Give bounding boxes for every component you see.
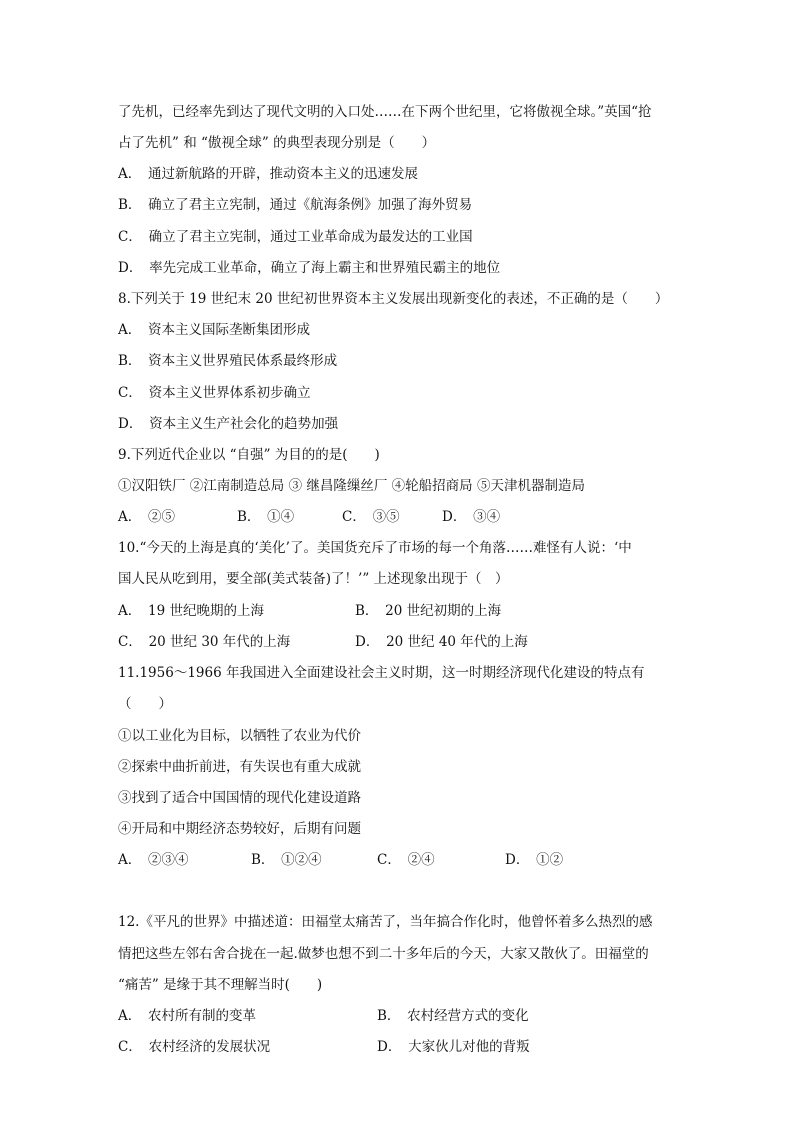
question-12-stem-line-3: “痛苦” 是缘于其不理解当时( ): [118, 977, 323, 993]
question-12-stem-line-1: 12.《平凡的世界》中描述道：田福堂太痛苦了，当年搞合作化时，他曾怀着多么热烈的感: [118, 914, 653, 930]
question-10-stem-line-1: 10.“今天的上海是真的‘美化’了。美国货充斥了市场的每一个角落……难怪有人说：‘中: [118, 540, 632, 556]
question-9-option-d: D． ③④: [442, 509, 501, 525]
question-7-stem-line-2: 占了先机” 和 “傲视全球” 的典型表现分别是（ ）: [118, 135, 436, 151]
question-9-option-b: B． ①④: [237, 509, 295, 525]
question-8-option-c: C． 资本主义世界体系初步确立: [118, 385, 311, 401]
question-12-option-a: A． 农村所有制的变革: [118, 1008, 256, 1024]
question-8-option-b: B． 资本主义世界殖民体系最终形成: [118, 353, 338, 369]
question-11-stem: 11.1956～1966 年我国进入全面建设社会主义时期，这一时期经济现代化建设的特点有: [118, 665, 645, 681]
question-10-option-a: A． 19 世纪晚期的上海: [118, 603, 264, 619]
question-10-option-b: B． 20 世纪初期的上海: [355, 603, 502, 619]
question-11-item-3: ③找到了适合中国国情的现代化建设道路: [118, 790, 361, 806]
question-11-option-d: D． ①②: [505, 852, 564, 868]
question-8-stem: 8.下列关于 19 世纪末 20 世纪初世界资本主义发展出现新变化的表述，不正确的是（ ）: [118, 291, 669, 307]
question-10-stem-line-2: 国人民从吃到用，要全部(美式装备)了！’” 上述现象出现于（ ）: [118, 571, 509, 587]
question-9-option-a: A． ②⑤: [118, 509, 175, 525]
question-7-option-b: B． 确立了君主立宪制，通过《航海条例》加强了海外贸易: [118, 197, 473, 213]
question-8-option-a: A． 资本主义国际垄断集团形成: [118, 322, 310, 338]
question-11-option-a: A． ②③④: [118, 852, 189, 868]
question-10-option-d: D． 20 世纪 40 年代的上海: [355, 634, 528, 650]
question-11-option-c: C． ②④: [377, 852, 435, 868]
question-7-stem-line-1: 了先机，已经率先到达了现代文明的入口处……在下两个世纪里，它将傲视全球。”英国“抢: [118, 104, 652, 120]
question-11-option-b: B． ①②④: [251, 852, 322, 868]
question-11-item-2: ②探索中曲折前进，有失误也有重大成就: [118, 759, 361, 775]
question-11-answer-bracket: （ ）: [118, 696, 172, 712]
question-11-item-4: ④开局和中期经济态势较好，后期有问题: [118, 821, 361, 837]
question-9-stem: 9.下列近代企业以 “自强” 为目的的是( ): [118, 447, 380, 463]
question-12-option-d: D． 大家伙儿对他的背叛: [377, 1039, 530, 1055]
question-11-item-1: ①以工业化为目标，以牺牲了农业为代价: [118, 728, 361, 744]
question-7-option-a: A． 通过新航路的开辟，推动资本主义的迅速发展: [118, 166, 418, 182]
question-10-option-c: C． 20 世纪 30 年代的上海: [118, 634, 291, 650]
question-12-option-b: B． 农村经营方式的变化: [377, 1008, 529, 1024]
question-8-option-d: D． 资本主义生产社会化的趋势加强: [118, 416, 339, 432]
question-7-option-c: C． 确立了君主立宪制，通过工业革命成为最发达的工业国: [118, 229, 473, 245]
question-12-option-c: C． 农村经济的发展状况: [118, 1039, 271, 1055]
question-12-stem-line-2: 情把这些左邻右舍合拢在一起.做梦也想不到二十多年后的今天，大家又散伙了。田福堂的: [118, 946, 649, 962]
question-9-option-c: C． ③⑤: [342, 509, 400, 525]
question-7-option-d: D． 率先完成工业革命，确立了海上霸主和世界殖民霸主的地位: [118, 260, 501, 276]
question-9-items: ①汉阳铁厂 ②江南制造总局 ③ 继昌隆缫丝厂 ④轮船招商局 ⑤天津机器制造局: [118, 478, 585, 494]
